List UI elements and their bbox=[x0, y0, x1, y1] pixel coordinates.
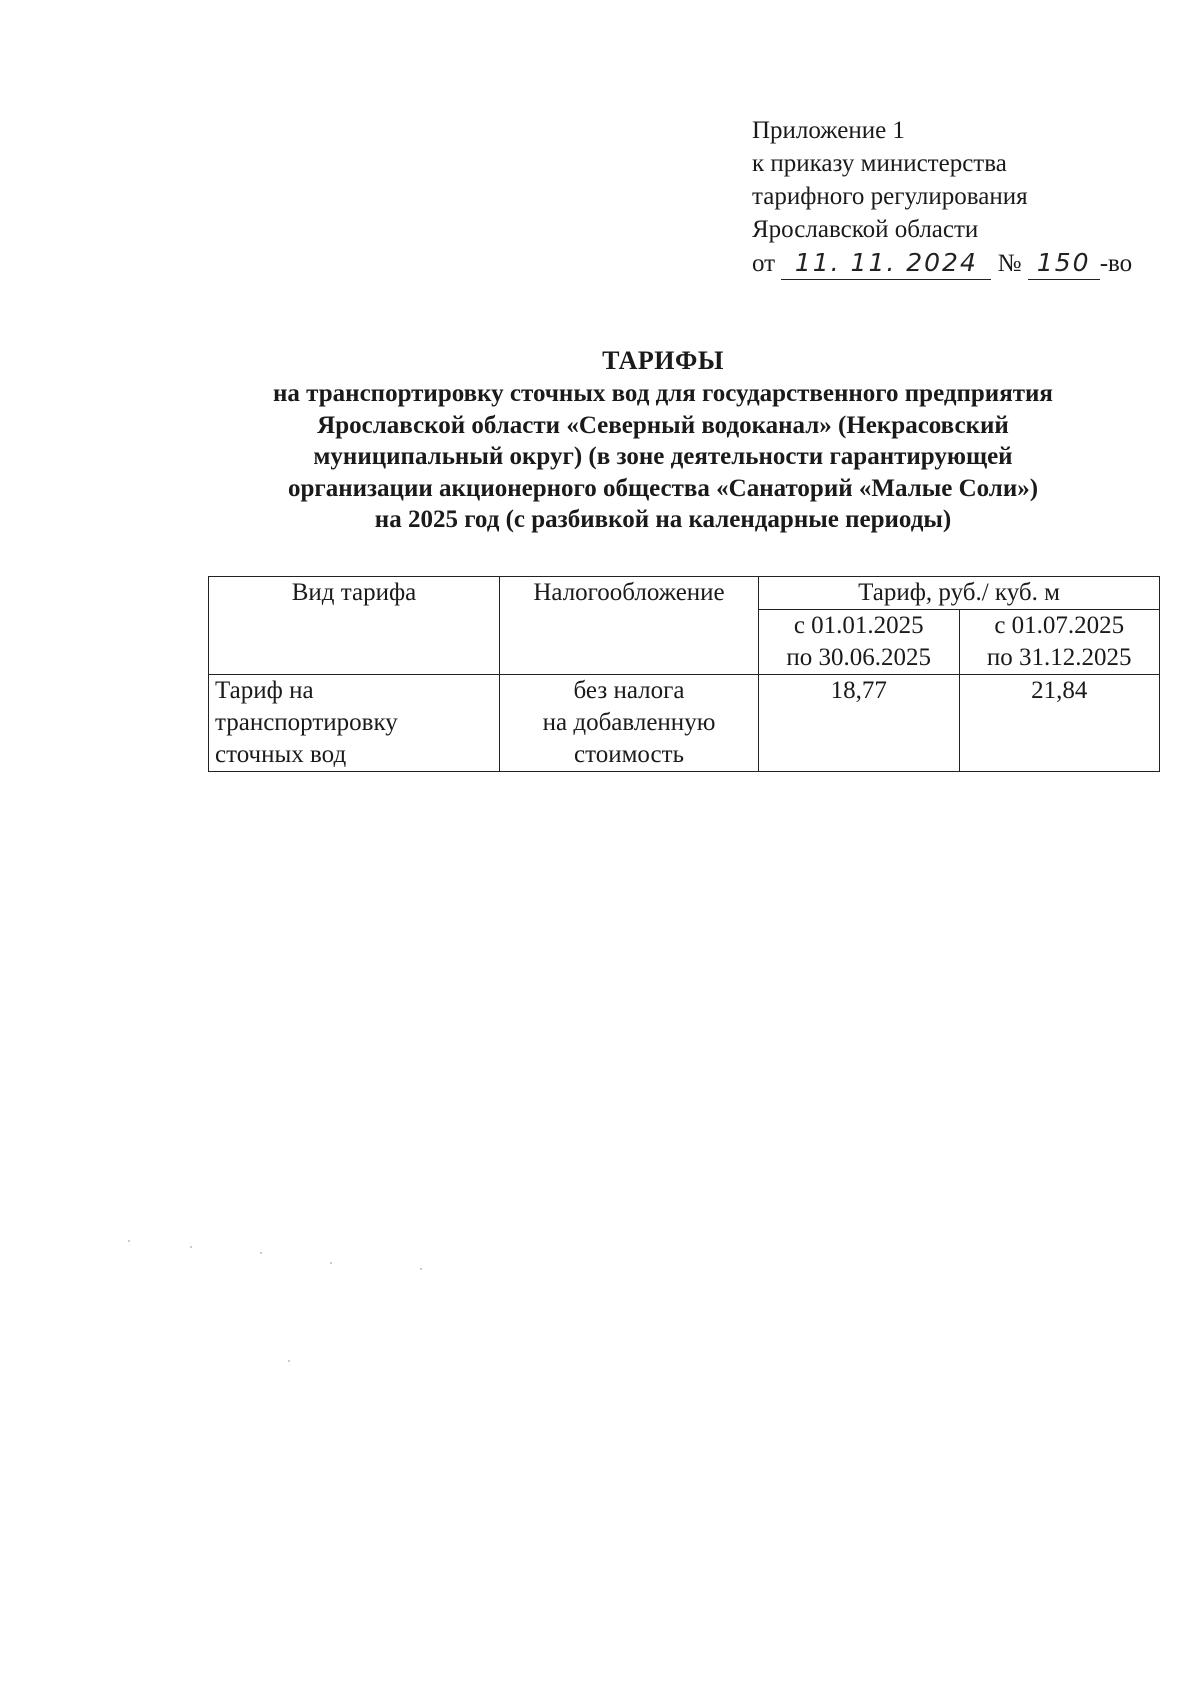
title-line-1: на транспортировку сточных вод для государственного предприятия bbox=[273, 380, 1053, 407]
appendix-line-1: Приложение 1 bbox=[752, 117, 905, 144]
order-from-prefix: от bbox=[752, 250, 776, 277]
appendix-line-4: Ярославской области bbox=[752, 216, 979, 243]
scan-speck bbox=[190, 1246, 192, 1248]
header-period-1 bbox=[759, 610, 960, 675]
cell-taxation-line-3: стоимость bbox=[574, 741, 684, 768]
title-line-3: муниципальный округ) (в зоне деятельности гарантирующей bbox=[313, 443, 1013, 470]
cell-tariff-kind-line-3: сточных вод bbox=[215, 741, 347, 768]
appendix-line-3: тарифного регулирования bbox=[752, 183, 1028, 210]
header-tariff-kind: Вид тарифа bbox=[209, 577, 500, 675]
header-taxation: Налогообложение bbox=[500, 577, 759, 675]
header-period-2 bbox=[959, 610, 1160, 675]
order-number-sign: № bbox=[997, 250, 1022, 277]
cell-tariff-kind bbox=[209, 675, 500, 772]
scan-speck bbox=[128, 1240, 130, 1242]
order-date-handwritten: 11. 11. 2024 bbox=[781, 246, 991, 280]
header-period-2-from: с 01.07.2025 bbox=[994, 612, 1125, 639]
title-line-4: организации акционерного общества «Санаторий «Малые Соли») bbox=[287, 474, 1039, 502]
scan-speck bbox=[420, 1268, 422, 1270]
order-number-handwritten: 150 bbox=[1028, 246, 1100, 280]
cell-tariff-kind-line-2: транспортировку bbox=[215, 709, 398, 736]
title-line-2: Ярославской области «Северный водоканал» (Некрасовский bbox=[317, 411, 1009, 439]
appendix-order-line bbox=[752, 246, 1132, 280]
header-period-1-from: с 01.01.2025 bbox=[793, 612, 924, 639]
title-line-5: на 2025 год (с разбивкой на календарные периоды) bbox=[374, 506, 952, 533]
cell-value-period-1: 18,77 bbox=[759, 675, 960, 772]
cell-tariff-kind-line-1: Тариф на bbox=[215, 677, 314, 704]
header-period-2-to: по 31.12.2025 bbox=[986, 644, 1132, 671]
cell-taxation-line-2: на добавленную bbox=[542, 709, 716, 736]
table-row bbox=[209, 675, 1160, 772]
cell-taxation-line-1: без налога bbox=[573, 677, 685, 704]
table-header-row bbox=[209, 577, 1160, 610]
document-title bbox=[200, 344, 1126, 536]
scan-speck bbox=[288, 1360, 290, 1362]
header-period-1-to: по 30.06.2025 bbox=[786, 644, 932, 671]
cell-value-period-2: 21,84 bbox=[959, 675, 1160, 772]
header-tariff-rate: Тариф, руб./ куб. м bbox=[759, 577, 1160, 610]
scan-speck bbox=[260, 1252, 262, 1254]
order-number-suffix: -во bbox=[1099, 250, 1133, 277]
scan-speck bbox=[330, 1262, 332, 1264]
appendix-block bbox=[752, 114, 1132, 280]
appendix-line-2: к приказу министерства bbox=[752, 150, 1007, 177]
cell-taxation bbox=[500, 675, 759, 772]
title-heading: ТАРИФЫ bbox=[602, 346, 724, 375]
tariff-table bbox=[208, 576, 1160, 772]
